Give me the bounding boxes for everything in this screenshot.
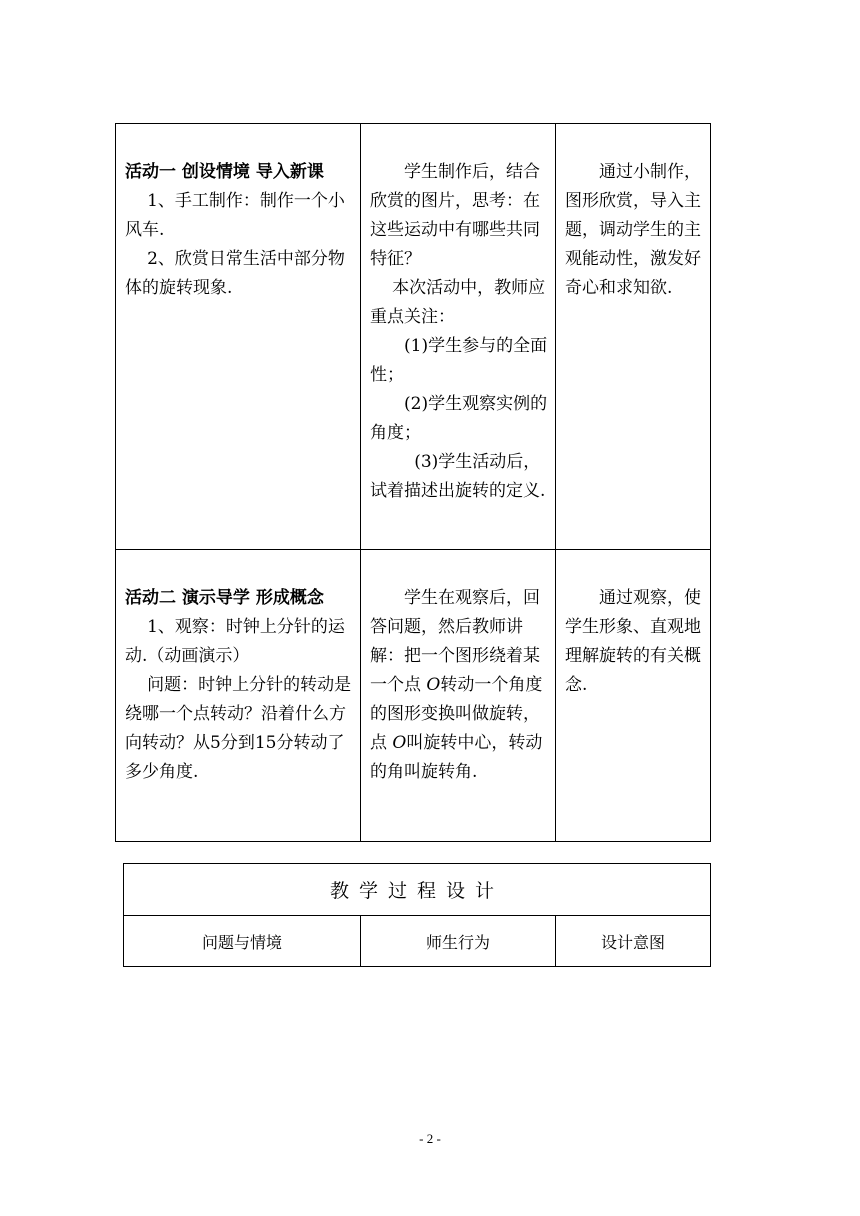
activity-1-focus-1: (1)学生参与的全面性； <box>370 336 548 385</box>
activity-2-question: 问题：时钟上分针的转动是绕哪一个点转动？沿着什么方向转动？从5分到15分转动了多少角度. <box>125 675 352 782</box>
activity-2-step-1: 1、观察：时钟上分针的运动.（动画演示） <box>125 617 345 666</box>
text-part: 学生在观察后，回答问题，然后教师讲解：把一个图形绕着某一个点 <box>370 588 540 695</box>
text-part: 叫旋转中心，转动的角叫旋转角. <box>370 733 543 782</box>
column-header-situation: 问题与情境 <box>124 916 361 967</box>
activity-1-focus-3: (3)学生活动后，试着描述出旋转的定义. <box>370 452 546 501</box>
table-row <box>124 864 711 916</box>
point-variable: O <box>426 675 441 695</box>
activity-2-behavior-text <box>370 584 549 787</box>
activity-1-behavior-cell <box>361 124 556 550</box>
table-row <box>116 124 711 550</box>
table-row <box>124 916 711 967</box>
activity-2-situation-cell <box>116 550 361 842</box>
activity-1-focus-2: (2)学生观察实例的角度； <box>370 394 548 443</box>
teaching-process-heading: 教学过程设计 <box>124 864 711 916</box>
activity-1-intent-cell <box>556 124 711 550</box>
activity-1-intent-text: 通过小制作，图形欣赏，导入主题，调动学生的主观能动性，激发好奇心和求知欲. <box>565 162 701 298</box>
page-number: - 2 - <box>419 1131 441 1146</box>
column-header-intent: 设计意图 <box>556 916 711 967</box>
content-table <box>115 123 711 842</box>
activity-1-situation-cell <box>116 124 361 550</box>
activity-2-title: 活动二 演示导学 形成概念 <box>125 588 324 608</box>
text-part: 转动一个角度的图形变换叫做旋转，点 <box>370 675 543 753</box>
activity-1-step-1: 1、手工制作：制作一个小风车. <box>125 191 345 240</box>
activity-1-behavior-text: 学生制作后，结合欣赏的图片，思考：在这些运动中有哪些共同特征？ <box>370 162 540 269</box>
point-variable: O <box>392 733 407 753</box>
design-header-table <box>123 863 711 967</box>
activity-2-behavior-cell <box>361 550 556 842</box>
column-header-behavior: 师生行为 <box>361 916 556 967</box>
activity-2-intent-text: 通过观察，使学生形象、直观地理解旋转的有关概念. <box>565 588 701 695</box>
activity-1-step-2: 2、欣赏日常生活中部分物体的旋转现象. <box>125 249 345 298</box>
activity-1-behavior-text: 本次活动中，教师应重点关注： <box>370 278 546 327</box>
activity-2-intent-cell <box>556 550 711 842</box>
activity-1-title: 活动一 创设情境 导入新课 <box>125 162 324 182</box>
table-row <box>116 550 711 842</box>
